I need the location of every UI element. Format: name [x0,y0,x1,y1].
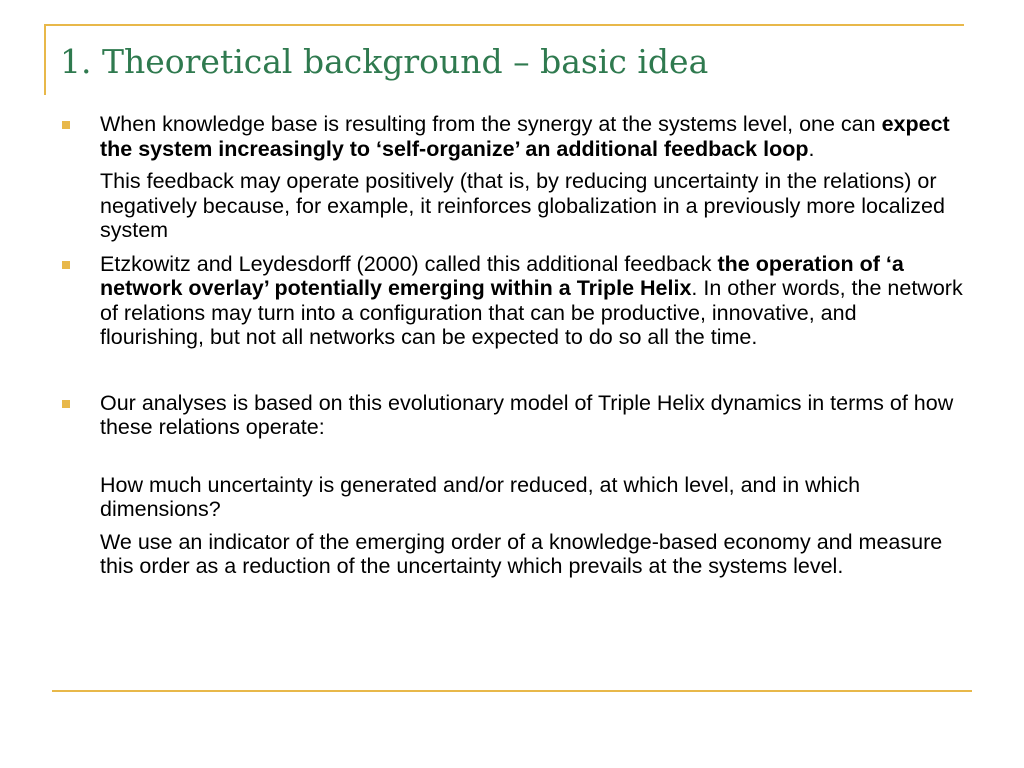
bottom-divider-line [52,690,972,692]
bullet-1-text-part-2: . [808,136,815,161]
bullet-1-continuation: This feedback may operate positively (that is, by reducing uncertainty in the relations) or negatively because, for example, it reinforces globalization in a previously more localized system [100,169,945,242]
bullet-1-text-part-1: When knowledge base is resulting from the synergy at the systems level, one can [100,112,882,136]
bullet-item-1 [60,112,966,243]
slide-body [60,112,966,579]
square-bullet-icon [62,400,70,408]
square-bullet-icon [62,121,70,129]
bullet-2-text-part-2: . In other words, the network of relations may turn into a configuration that can be productive, innovative, and flourishing, but not all networks can be expected to do so all the time. [100,276,963,349]
bullet-2-text-part-1: Etzkowitz and Leydesdorff (2000) called this additional feedback [100,251,718,276]
top-divider-line [44,24,964,26]
bullet-3-text: Our analyses is based on this evolutionary model of Triple Helix dynamics in terms of how these relations operate: [100,390,954,439]
bullet-2-emphasis: the operation of ‘a network overlay’ potentially emerging within a Triple Helix [100,251,904,300]
bullet-2-text [100,252,966,350]
sub-paragraph-question: How much uncertainty is generated and/or reduced, at which level, and in which dimensions? [100,472,861,521]
bullet-item-3 [60,391,966,440]
bullet-1-text [100,112,966,161]
bullet-item-2 [60,252,966,350]
square-bullet-icon [62,261,70,269]
bullet-1-emphasis: expect the system increasingly to ‘self-organize’ an additional feedback loop [100,112,950,161]
slide-title: 1. Theoretical background – basic idea [60,42,709,81]
sub-paragraph-indicator: We use an indicator of the emerging order of a knowledge-based economy and measure this order as a reduction of the uncertainty which prevails at the systems level. [100,529,943,578]
left-accent-line [44,25,46,95]
